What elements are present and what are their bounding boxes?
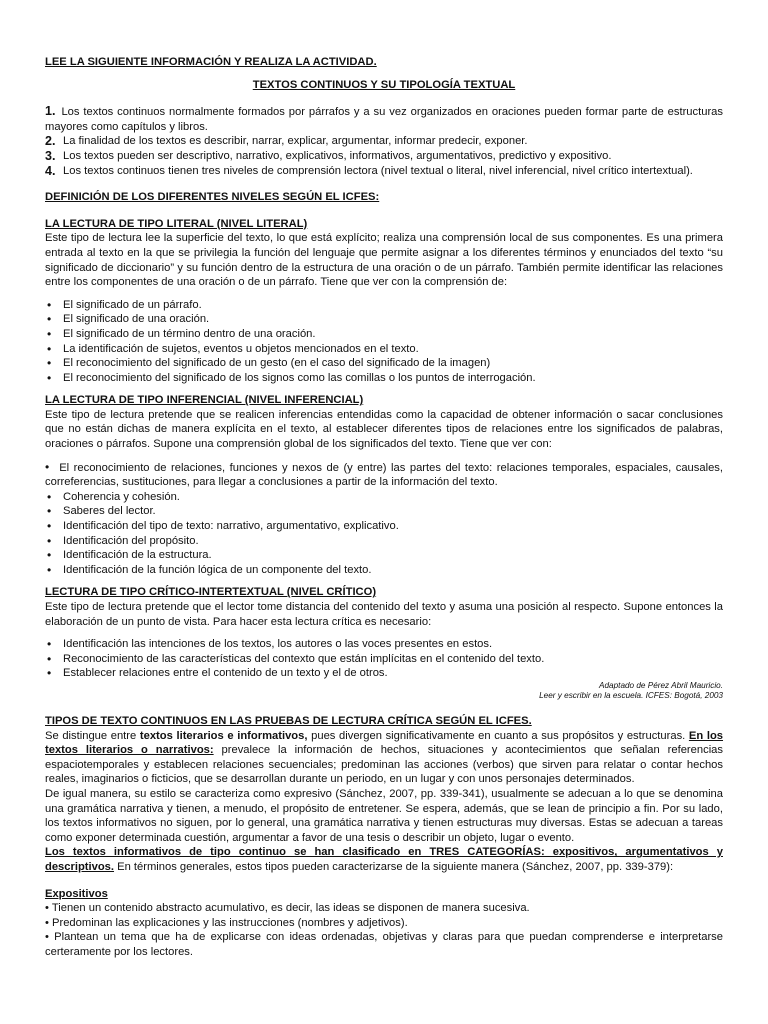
list-item: • El reconocimiento de relaciones, funciones y nexos de (y entre) las partes del texto: relaciones temporales, espaciales, causales, correferencias, sustituciones, para llegar a conclusiones a partir de la información del texto.: [45, 460, 723, 490]
inferencial-list: [45, 460, 723, 578]
list-item: • Saberes del lector.: [45, 504, 723, 519]
numbered-item: 1. Los textos continuos normalmente formados por párrafos y a su vez organizados en oraciones pueden formar parte de estructuras mayores como capítulos y libros.: [45, 104, 723, 133]
list-item: • Identificación del propósito.: [45, 534, 723, 549]
expositivos-heading: Expositivos: [45, 887, 108, 900]
list-item: • Coherencia y cohesión.: [45, 490, 723, 505]
list-item: • Identificación de la función lógica de un componente del texto.: [45, 563, 723, 578]
list-item: • Plantean un tema que ha de explicarse con ideas ordenadas, objetivas y claras para que puedan comprenderse e interpretarse certeramente por los lectores.: [45, 931, 723, 958]
critico-heading: LECTURA DE TIPO CRÍTICO-INTERTEXTUAL (NIVEL CRÍTICO): [45, 586, 377, 599]
list-item: • Identificación del tipo de texto: narrativo, argumentativo, explicativo.: [45, 519, 723, 534]
list-item: • Identificación las intenciones de los textos, los autores o las voces presentes en estos.: [45, 637, 723, 652]
critico-body: Este tipo de lectura pretende que el lector tome distancia del contenido del texto y asuma una posición al respecto. Supone entonces la elaboración de un punto de vista. Para hacer esta lectura crítica es necesario:: [45, 601, 723, 628]
source-citation-1: Adaptado de Pérez Abril Mauricio.: [599, 680, 723, 690]
page-title: TEXTOS CONTINUOS Y SU TIPOLOGÍA TEXTUAL: [252, 78, 516, 91]
inferencial-body: Este tipo de lectura pretende que se realicen inferencias entendidas como la capacidad de obtener información o sacar conclusiones que no están dichas de manera explícita en el texto, al establecer diferentes tipos de relaciones entre los significados de palabras, oraciones o párrafos. Supone una comprensión global de los significados del texto. Tiene que ver con:: [45, 408, 723, 451]
list-item: • Reconocimiento de las características del contexto que están implícitas en el contenido del texto.: [45, 652, 723, 667]
list-item: • El significado de un párrafo.: [45, 298, 723, 313]
list-item: • Identificación de la estructura.: [45, 548, 723, 563]
numbered-list: [45, 104, 723, 178]
list-item: • El significado de un término dentro de una oración.: [45, 327, 723, 342]
inferencial-heading: LA LECTURA DE TIPO INFERENCIAL (NIVEL INFERENCIAL): [45, 394, 364, 407]
tipos-paragraph-3: Los textos informativos de tipo continuo se han clasificado en TRES CATEGORÍAS: expositivos, argumentativos y descriptivos. En términos generales, estos tipos pueden caracterizarse de la siguiente manera (Sánchez, 2007, pp. 339-379):: [45, 846, 723, 873]
literal-list: [45, 298, 723, 386]
literal-body: Este tipo de lectura lee la superficie del texto, lo que está explícito; realiza una comprensión local de sus componentes. Es una primera entrada al texto en la que se privilegia la función del lenguaje que permite asignar a los diferentes términos y enunciados del texto “su significado de diccionario” y su función dentro de la estructura de una oración o de un párrafo. También permite identificar las relaciones entre los componentes de una oración o de un párrafo. Tiene que ver con la comprensión de:: [45, 232, 723, 289]
list-item: • La identificación de sujetos, eventos u objetos mencionados en el texto.: [45, 342, 723, 357]
instruction-line: LEE LA SIGUIENTE INFORMACIÓN Y REALIZA LA ACTIVIDAD.: [45, 56, 377, 68]
tipos-paragraph-2: De igual manera, su estilo se caracteriza como expresivo (Sánchez, 2007, pp. 339-341), usualmente se adecuan a lo que se denomina una gramática narrativa y tienen, a menudo, el propósito de entretener. Se espera, además, que se lean de principio a fin. Por su lado, los textos informativos no siguen, por lo general, una gramática narrativa y tienen estructuras muy diversas. Estas se adecuan a tareas como exponer determinada cuestión, argumentar a favor de una tesis o describir un objeto, lugar o evento.: [45, 787, 723, 844]
source-citation-2: Leer y escribir en la escuela. ICFES: Bogotá, 2003: [539, 691, 723, 701]
definition-heading: DEFINICIÓN DE LOS DIFERENTES NIVELES SEGÚN EL ICFES:: [45, 191, 380, 204]
numbered-item: 2. La finalidad de los textos es describir, narrar, explicar, argumentar, informar predecir, exponer.: [45, 134, 528, 149]
list-item: • El significado de una oración.: [45, 312, 723, 327]
literal-heading: LA LECTURA DE TIPO LITERAL (NIVEL LITERAL): [45, 217, 308, 230]
list-item: • Tienen un contenido abstracto acumulativo, es decir, las ideas se disponen de manera sucesiva.: [45, 902, 530, 915]
list-item: • Establecer relaciones entre el contenido de un texto y el de otros.: [45, 666, 723, 681]
tipos-paragraph-1: Se distingue entre textos literarios e informativos, pues divergen significativamente en cuanto a sus propósitos y estructuras. En los textos literarios o narrativos: prevalece la información de hechos, situaciones y acontecimientos que señalan referencias espaciotemporales y establecen relaciones secuenciales; predominan las acciones (verbos) que sirven para relatar o contar hechos reales, imaginarios o ficticios, que se desarrollan durante un periodo, en un lugar y con unos personajes determinados.: [45, 729, 724, 786]
numbered-item: 4. Los textos continuos tienen tres niveles de comprensión lectora (nivel textual o literal, nivel inferencial, nivel crítico intertextual).: [45, 163, 693, 178]
tipos-heading: TIPOS DE TEXTO CONTINUOS EN LAS PRUEBAS DE LECTURA CRÍTICA SEGÚN EL ICFES.: [45, 714, 532, 727]
list-item: • El reconocimiento del significado de un gesto (en el caso del significado de la imagen): [45, 356, 723, 371]
numbered-item: 3. Los textos pueden ser descriptivo, narrativo, explicativos, informativos, argumentativos, predictivo y expositivo.: [45, 148, 612, 163]
critico-list: [45, 637, 723, 681]
list-item: • Predominan las explicaciones y las instrucciones (nombres y adjetivos).: [45, 916, 408, 929]
document-page: [45, 55, 723, 959]
list-item: • El reconocimiento del significado de los signos como las comillas o los puntos de interrogación.: [45, 371, 723, 386]
